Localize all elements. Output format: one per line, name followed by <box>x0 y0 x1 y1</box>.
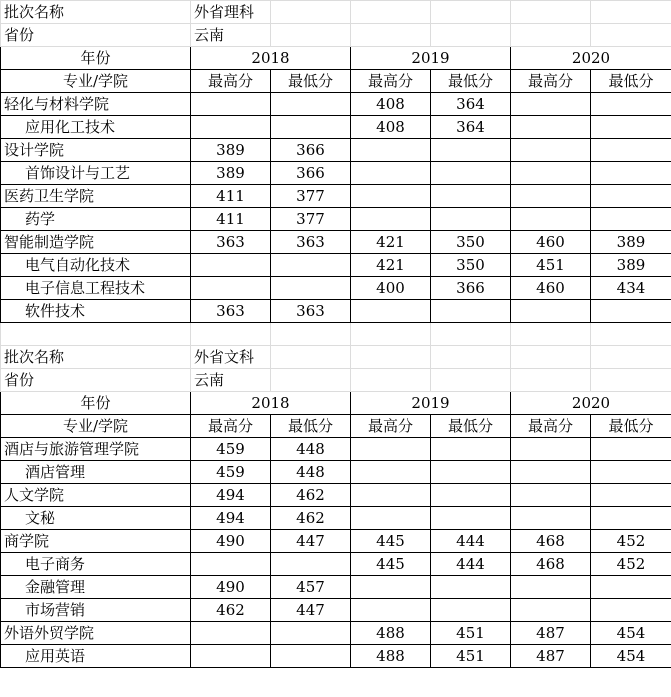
empty-cell[interactable] <box>271 369 351 392</box>
score-cell[interactable]: 488 <box>351 645 431 668</box>
score-cell[interactable] <box>191 553 271 576</box>
table-row <box>1 507 671 530</box>
empty-cell[interactable] <box>511 346 591 369</box>
college-name[interactable]: 商学院 <box>1 530 191 553</box>
score-cell[interactable] <box>591 116 671 139</box>
score-cell[interactable] <box>511 116 591 139</box>
score-cell[interactable] <box>351 185 431 208</box>
batch-value[interactable]: 外省文科 <box>191 346 271 369</box>
empty-cell[interactable] <box>591 323 671 346</box>
score-cell[interactable] <box>591 139 671 162</box>
score-cell[interactable]: 364 <box>431 93 511 116</box>
score-cell[interactable]: 457 <box>271 576 351 599</box>
table-row <box>1 116 671 139</box>
max-score-header[interactable]: 最高分 <box>351 415 431 438</box>
score-cell[interactable]: 363 <box>271 231 351 254</box>
table-row <box>1 553 671 576</box>
score-cell[interactable]: 389 <box>191 139 271 162</box>
score-cell[interactable]: 494 <box>191 484 271 507</box>
score-cell[interactable]: 350 <box>431 231 511 254</box>
min-score-header[interactable]: 最低分 <box>431 415 511 438</box>
year-header[interactable]: 年份 <box>1 392 191 415</box>
table-row <box>1 645 671 668</box>
score-cell[interactable] <box>191 277 271 300</box>
score-cell[interactable]: 462 <box>191 599 271 622</box>
score-cell[interactable] <box>591 185 671 208</box>
score-cell[interactable]: 377 <box>271 208 351 231</box>
empty-cell[interactable] <box>591 369 671 392</box>
college-name[interactable]: 外语外贸学院 <box>1 622 191 645</box>
year-2018[interactable]: 2018 <box>191 392 351 415</box>
empty-cell[interactable] <box>351 346 431 369</box>
score-cell[interactable]: 447 <box>271 599 351 622</box>
min-score-header[interactable]: 最低分 <box>591 70 671 93</box>
college-name[interactable]: 医药卫生学院 <box>1 185 191 208</box>
empty-cell[interactable] <box>1 323 191 346</box>
min-score-header[interactable]: 最低分 <box>271 70 351 93</box>
score-cell[interactable] <box>351 576 431 599</box>
table-row <box>1 208 671 231</box>
major-name[interactable]: 文秘 <box>1 507 191 530</box>
score-cell[interactable]: 462 <box>271 507 351 530</box>
score-cell[interactable] <box>511 93 591 116</box>
score-cell[interactable]: 454 <box>591 622 671 645</box>
empty-cell[interactable] <box>271 24 351 47</box>
score-cell[interactable] <box>591 208 671 231</box>
score-cell[interactable] <box>351 484 431 507</box>
score-cell[interactable] <box>511 185 591 208</box>
score-cell[interactable] <box>591 162 671 185</box>
score-cell[interactable] <box>431 461 511 484</box>
score-cell[interactable] <box>351 139 431 162</box>
year-2020[interactable]: 2020 <box>511 47 671 70</box>
score-cell[interactable]: 451 <box>431 645 511 668</box>
batch-row <box>1 346 671 369</box>
batch-row <box>1 1 671 24</box>
empty-cell[interactable] <box>511 1 591 24</box>
empty-cell[interactable] <box>351 1 431 24</box>
college-name[interactable]: 智能制造学院 <box>1 231 191 254</box>
score-cell[interactable]: 451 <box>511 254 591 277</box>
score-cell[interactable]: 363 <box>191 231 271 254</box>
empty-cell[interactable] <box>431 369 511 392</box>
score-cell[interactable] <box>351 300 431 323</box>
score-cell[interactable]: 452 <box>591 553 671 576</box>
score-cell[interactable]: 411 <box>191 208 271 231</box>
score-cell[interactable]: 490 <box>191 576 271 599</box>
table-row <box>1 139 671 162</box>
score-cell[interactable]: 408 <box>351 116 431 139</box>
province-row <box>1 369 671 392</box>
province-value[interactable]: 云南 <box>191 369 271 392</box>
table-row <box>1 622 671 645</box>
year-2019[interactable]: 2019 <box>351 47 511 70</box>
table-row <box>1 438 671 461</box>
score-cell[interactable]: 445 <box>351 530 431 553</box>
score-cell[interactable]: 488 <box>351 622 431 645</box>
score-cell[interactable]: 366 <box>431 277 511 300</box>
score-cell[interactable] <box>431 576 511 599</box>
major-name[interactable]: 电气自动化技术 <box>1 254 191 277</box>
empty-cell[interactable] <box>191 323 271 346</box>
empty-cell[interactable] <box>431 323 511 346</box>
batch-value[interactable]: 外省理科 <box>191 1 271 24</box>
score-cell[interactable] <box>511 438 591 461</box>
table-row <box>1 162 671 185</box>
score-cell[interactable] <box>191 645 271 668</box>
score-cell[interactable] <box>511 576 591 599</box>
score-cell[interactable] <box>351 208 431 231</box>
score-cell[interactable]: 448 <box>271 461 351 484</box>
table-row <box>1 461 671 484</box>
province-label[interactable]: 省份 <box>1 369 191 392</box>
major-header[interactable]: 专业/学院 <box>1 70 191 93</box>
score-cell[interactable] <box>511 300 591 323</box>
major-header[interactable]: 专业/学院 <box>1 415 191 438</box>
province-value[interactable]: 云南 <box>191 24 271 47</box>
table-row <box>1 599 671 622</box>
score-cell[interactable] <box>591 438 671 461</box>
score-cell[interactable] <box>431 300 511 323</box>
batch-label[interactable]: 批次名称 <box>1 346 191 369</box>
score-cell[interactable]: 468 <box>511 530 591 553</box>
score-cell[interactable]: 389 <box>591 254 671 277</box>
score-cell[interactable]: 421 <box>351 231 431 254</box>
score-cell[interactable]: 447 <box>271 530 351 553</box>
college-name[interactable]: 轻化与材料学院 <box>1 93 191 116</box>
major-name[interactable]: 软件技术 <box>1 300 191 323</box>
max-score-header[interactable]: 最高分 <box>511 415 591 438</box>
score-cell[interactable] <box>271 553 351 576</box>
score-cell[interactable]: 364 <box>431 116 511 139</box>
year-2019[interactable]: 2019 <box>351 392 511 415</box>
score-cell[interactable] <box>351 599 431 622</box>
major-name[interactable]: 应用英语 <box>1 645 191 668</box>
empty-cell[interactable] <box>591 24 671 47</box>
score-cell[interactable] <box>351 507 431 530</box>
major-name[interactable]: 市场营销 <box>1 599 191 622</box>
max-score-header[interactable]: 最高分 <box>351 70 431 93</box>
score-cell[interactable] <box>591 576 671 599</box>
year-header-row <box>1 47 671 70</box>
score-cell[interactable] <box>431 185 511 208</box>
score-cell[interactable]: 462 <box>271 484 351 507</box>
score-cell[interactable] <box>591 93 671 116</box>
score-cell[interactable]: 451 <box>431 622 511 645</box>
college-name[interactable]: 酒店与旅游管理学院 <box>1 438 191 461</box>
score-cell[interactable] <box>271 93 351 116</box>
score-cell[interactable] <box>591 599 671 622</box>
subheader-row <box>1 70 671 93</box>
score-cell[interactable] <box>191 622 271 645</box>
major-name[interactable]: 电子商务 <box>1 553 191 576</box>
max-score-header[interactable]: 最高分 <box>191 415 271 438</box>
score-cell[interactable]: 460 <box>511 231 591 254</box>
score-cell[interactable]: 487 <box>511 645 591 668</box>
score-cell[interactable]: 366 <box>271 139 351 162</box>
score-cell[interactable]: 468 <box>511 553 591 576</box>
score-cell[interactable] <box>431 507 511 530</box>
table-row <box>1 254 671 277</box>
empty-cell[interactable] <box>511 24 591 47</box>
score-cell[interactable]: 452 <box>591 530 671 553</box>
max-score-header[interactable]: 最高分 <box>191 70 271 93</box>
year-2018[interactable]: 2018 <box>191 47 351 70</box>
table-row <box>1 93 671 116</box>
score-cell[interactable] <box>271 116 351 139</box>
college-name[interactable]: 设计学院 <box>1 139 191 162</box>
score-cell[interactable]: 459 <box>191 438 271 461</box>
major-name[interactable]: 首饰设计与工艺 <box>1 162 191 185</box>
score-cell[interactable] <box>511 139 591 162</box>
province-row <box>1 24 671 47</box>
province-label[interactable]: 省份 <box>1 24 191 47</box>
score-cell[interactable]: 350 <box>431 254 511 277</box>
score-cell[interactable] <box>431 139 511 162</box>
score-cell[interactable]: 490 <box>191 530 271 553</box>
table-row <box>1 576 671 599</box>
empty-cell[interactable] <box>431 24 511 47</box>
table-row <box>1 530 671 553</box>
score-cell[interactable]: 444 <box>431 553 511 576</box>
score-cell[interactable] <box>591 484 671 507</box>
score-cell[interactable]: 363 <box>271 300 351 323</box>
empty-cell[interactable] <box>351 323 431 346</box>
score-cell[interactable] <box>511 162 591 185</box>
score-cell[interactable] <box>271 254 351 277</box>
score-cell[interactable] <box>191 93 271 116</box>
score-cell[interactable]: 389 <box>191 162 271 185</box>
score-cell[interactable] <box>351 461 431 484</box>
score-cell[interactable]: 377 <box>271 185 351 208</box>
score-cell[interactable] <box>431 162 511 185</box>
score-cell[interactable]: 366 <box>271 162 351 185</box>
empty-cell[interactable] <box>591 346 671 369</box>
empty-cell[interactable] <box>431 346 511 369</box>
score-cell[interactable] <box>591 507 671 530</box>
score-cell[interactable]: 494 <box>191 507 271 530</box>
score-cell[interactable] <box>271 622 351 645</box>
table-row <box>1 185 671 208</box>
score-cell[interactable] <box>191 254 271 277</box>
score-cell[interactable]: 421 <box>351 254 431 277</box>
major-name[interactable]: 金融管理 <box>1 576 191 599</box>
score-cell[interactable] <box>591 300 671 323</box>
year-header-row <box>1 392 671 415</box>
score-cell[interactable]: 434 <box>591 277 671 300</box>
score-cell[interactable] <box>431 484 511 507</box>
score-cell[interactable]: 408 <box>351 93 431 116</box>
score-cell[interactable] <box>271 645 351 668</box>
score-cell[interactable] <box>511 208 591 231</box>
major-name[interactable]: 药学 <box>1 208 191 231</box>
table-row <box>1 231 671 254</box>
score-cell[interactable]: 460 <box>511 277 591 300</box>
score-cell[interactable]: 448 <box>271 438 351 461</box>
table-row <box>1 277 671 300</box>
empty-cell[interactable] <box>511 369 591 392</box>
empty-cell[interactable] <box>271 323 351 346</box>
score-cell[interactable] <box>431 599 511 622</box>
year-2020[interactable]: 2020 <box>511 392 671 415</box>
score-cell[interactable]: 487 <box>511 622 591 645</box>
score-cell[interactable]: 389 <box>591 231 671 254</box>
table-row <box>1 300 671 323</box>
min-score-header[interactable]: 最低分 <box>271 415 351 438</box>
empty-cell[interactable] <box>351 369 431 392</box>
score-cell[interactable]: 445 <box>351 553 431 576</box>
subheader-row <box>1 415 671 438</box>
score-cell[interactable] <box>431 208 511 231</box>
score-cell[interactable] <box>511 484 591 507</box>
empty-cell[interactable] <box>511 323 591 346</box>
major-name[interactable]: 应用化工技术 <box>1 116 191 139</box>
major-name[interactable]: 电子信息工程技术 <box>1 277 191 300</box>
score-cell[interactable] <box>511 599 591 622</box>
year-header[interactable]: 年份 <box>1 47 191 70</box>
table-row <box>1 484 671 507</box>
score-cell[interactable]: 400 <box>351 277 431 300</box>
score-cell[interactable]: 444 <box>431 530 511 553</box>
score-cell[interactable] <box>351 438 431 461</box>
spacer-row <box>1 323 671 346</box>
empty-cell[interactable] <box>271 1 351 24</box>
max-score-header[interactable]: 最高分 <box>511 70 591 93</box>
empty-cell[interactable] <box>431 1 511 24</box>
score-cell[interactable] <box>591 461 671 484</box>
empty-cell[interactable] <box>271 346 351 369</box>
score-cell[interactable]: 411 <box>191 185 271 208</box>
score-cell[interactable]: 454 <box>591 645 671 668</box>
empty-cell[interactable] <box>351 24 431 47</box>
major-name[interactable]: 酒店管理 <box>1 461 191 484</box>
score-cell[interactable] <box>431 438 511 461</box>
score-cell[interactable] <box>351 162 431 185</box>
score-cell[interactable]: 459 <box>191 461 271 484</box>
score-cell[interactable] <box>271 277 351 300</box>
empty-cell[interactable] <box>591 1 671 24</box>
score-cell[interactable] <box>511 461 591 484</box>
min-score-header[interactable]: 最低分 <box>591 415 671 438</box>
college-name[interactable]: 人文学院 <box>1 484 191 507</box>
batch-label[interactable]: 批次名称 <box>1 1 191 24</box>
score-cell[interactable] <box>191 116 271 139</box>
score-cell[interactable] <box>511 507 591 530</box>
min-score-header[interactable]: 最低分 <box>431 70 511 93</box>
score-cell[interactable]: 363 <box>191 300 271 323</box>
